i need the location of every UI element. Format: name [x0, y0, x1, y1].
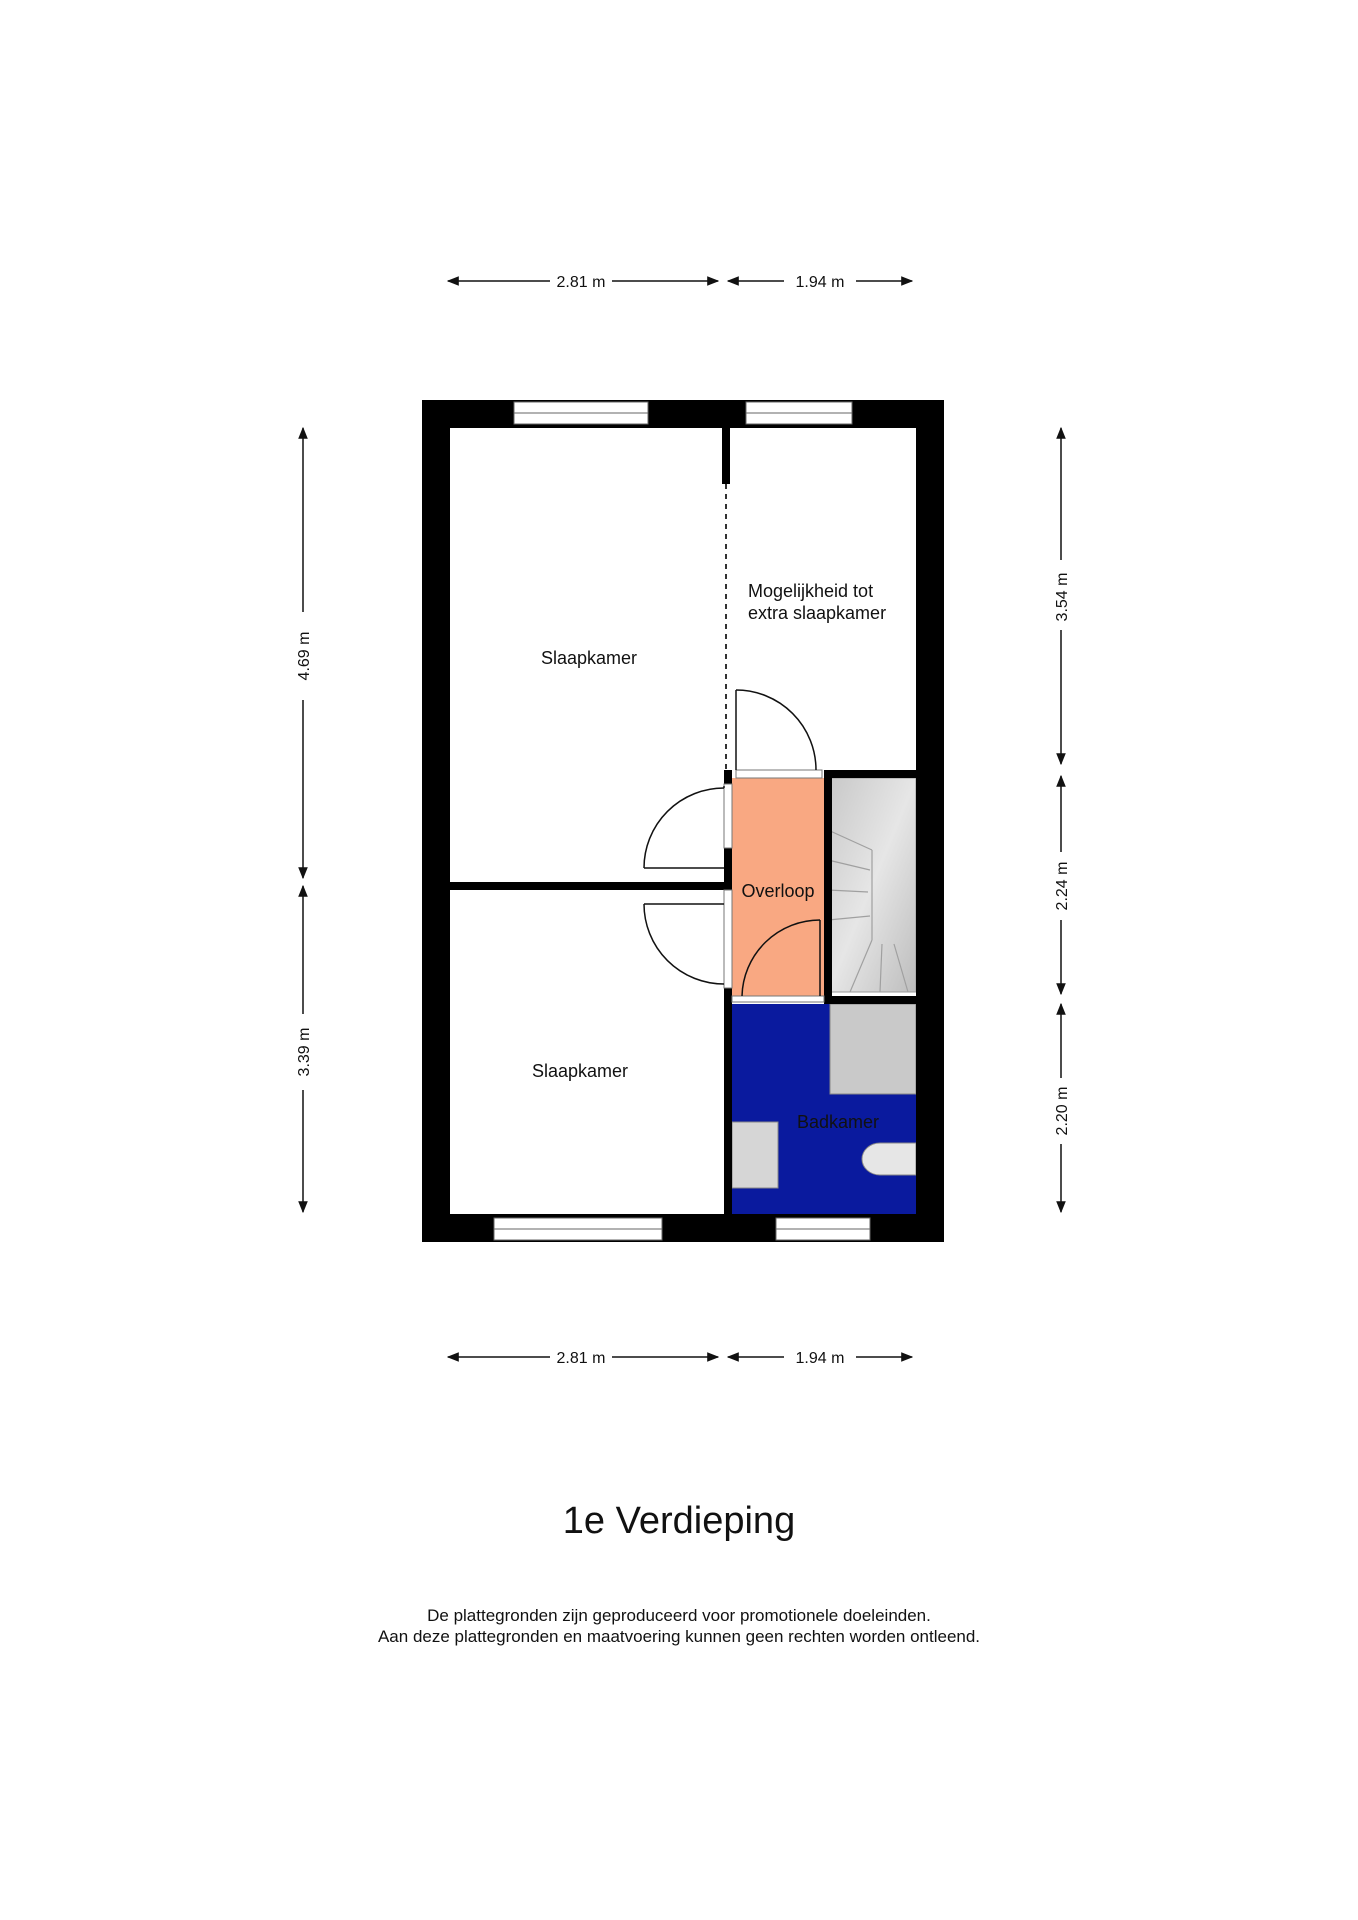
dim-left-upper: 4.69 m [296, 631, 313, 681]
dim-bottom-left: 2.81 m [556, 1350, 606, 1367]
room-label-extra-line1: Mogelijkheid tot [748, 581, 874, 601]
shower-tray [830, 1004, 916, 1094]
disclaimer-line-1: De plattegronden zijn geproduceerd voor promotionele doeleinden. [427, 1606, 931, 1625]
room-label-landing: Overloop [741, 881, 815, 901]
washbasin [732, 1122, 778, 1188]
toilet [862, 1143, 916, 1175]
dimension-left [296, 428, 313, 1212]
disclaimer [0, 1605, 1358, 1647]
dim-bottom-right: 1.94 m [795, 1350, 845, 1367]
dimension-bottom [448, 1350, 912, 1367]
floor-title: 1e Verdieping [562, 1500, 796, 1542]
dim-right-lower: 2.20 m [1054, 1086, 1071, 1136]
dim-right-upper: 3.54 m [1054, 572, 1071, 622]
dimension-top [448, 274, 912, 291]
dim-top-right: 1.94 m [795, 274, 845, 291]
room-label-bedroom-lower: Slaapkamer [531, 1061, 629, 1081]
dim-top-left: 2.81 m [556, 274, 606, 291]
disclaimer-line-2: Aan deze plattegronden en maatvoering kunnen geen rechten worden ontleend. [377, 1627, 981, 1646]
room-label-bathroom: Badkamer [796, 1112, 880, 1132]
room-label-extra-line2: extra slaapkamer [748, 603, 887, 623]
staircase [828, 778, 916, 992]
dim-right-middle: 2.24 m [1054, 861, 1071, 911]
room-label-bedroom-upper: Slaapkamer [540, 648, 638, 668]
dim-left-lower: 3.39 m [296, 1027, 313, 1077]
dimension-right [1054, 428, 1071, 1212]
